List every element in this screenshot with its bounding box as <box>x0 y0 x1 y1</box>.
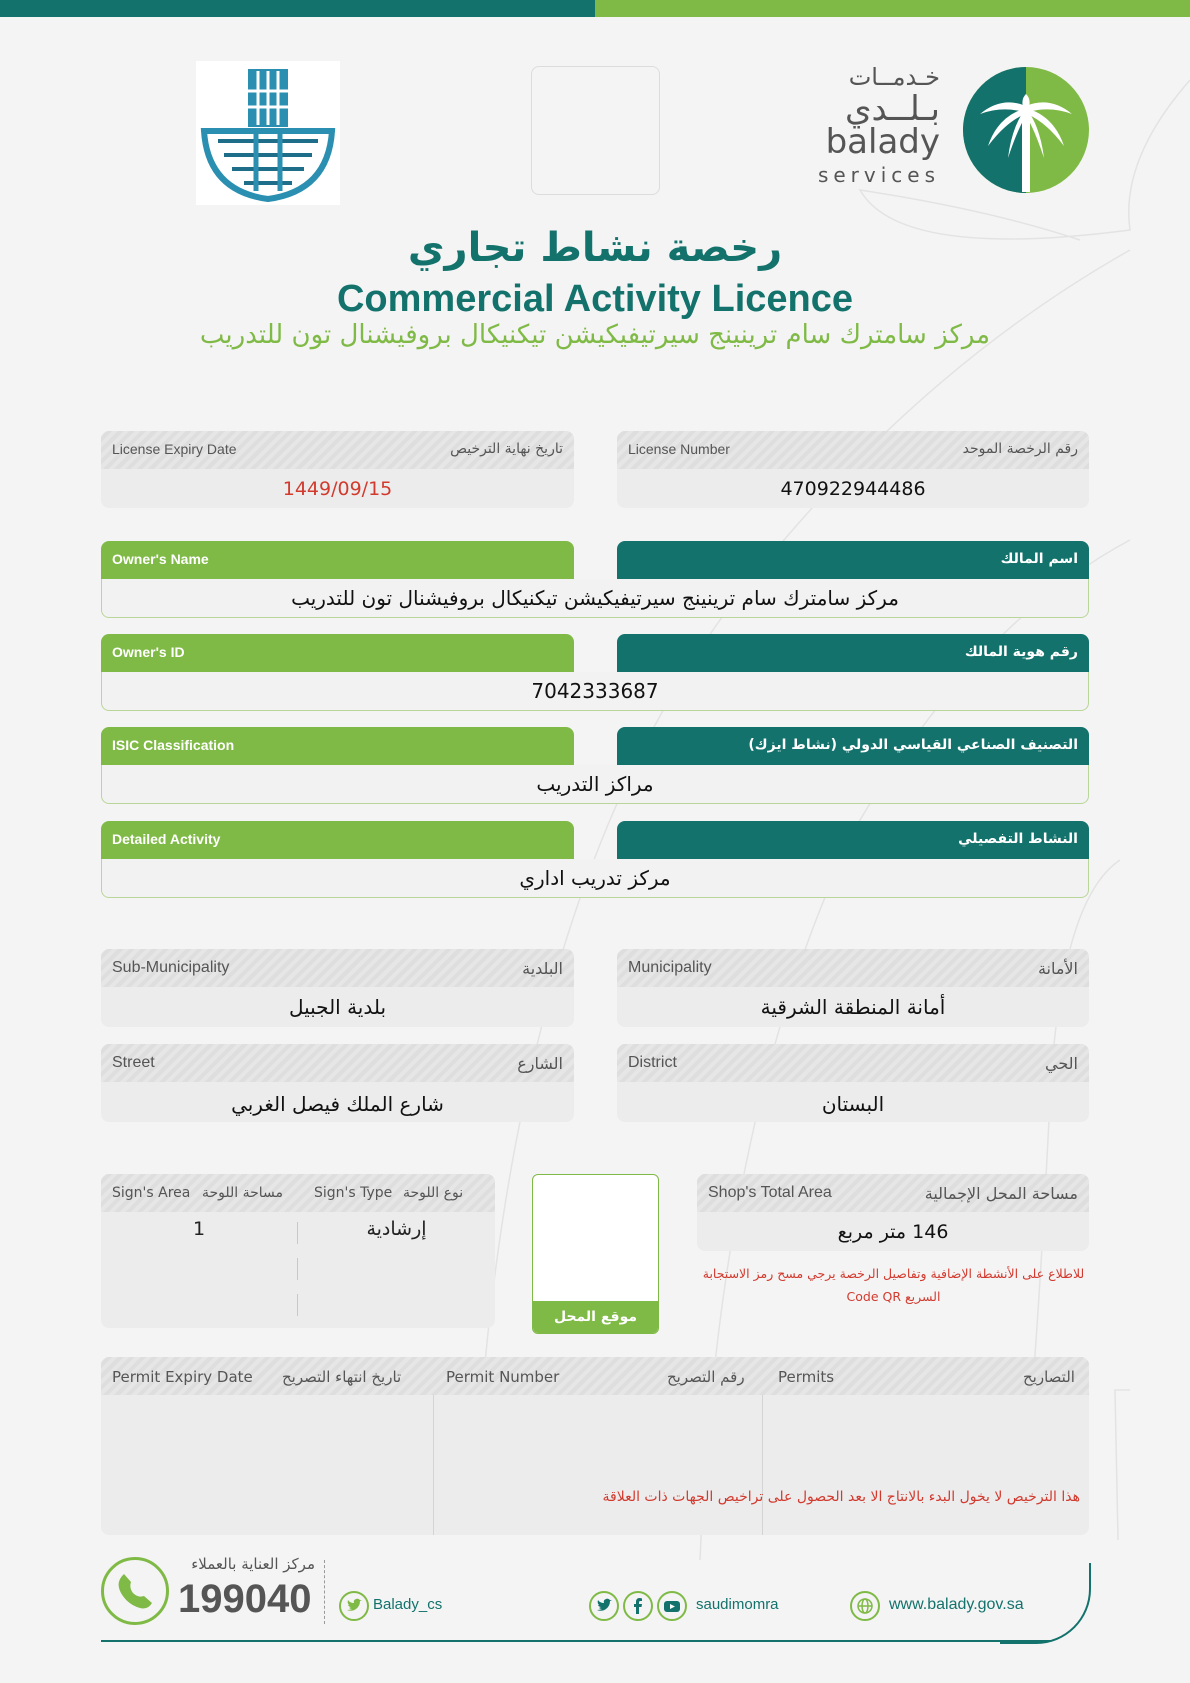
district-label-ar: الحي <box>1045 1054 1078 1073</box>
owner-id-value: 7042333687 <box>101 672 1089 711</box>
activity-label-en: Detailed Activity <box>112 831 221 847</box>
district-value: البستان <box>821 1092 885 1116</box>
sign-divider-1 <box>297 1222 298 1244</box>
permits-label-ar: التصاريح <box>1023 1368 1075 1386</box>
owner-name-header-ar <box>617 541 1089 579</box>
municipality-label-en: Municipality <box>628 959 712 976</box>
district-card <box>617 1044 1089 1122</box>
shop-location-qr <box>532 1174 659 1334</box>
customer-care-number: 199040 <box>178 1577 312 1621</box>
isic-label-en: ISIC Classification <box>112 737 235 753</box>
warning-text: هذا الترخيص لا يخول البدء بالانتاج الا بعد الحصول على تراخيص الجهات ذات العلاقة <box>602 1489 1080 1505</box>
municipality-header <box>617 949 1089 987</box>
permits-header <box>101 1357 1089 1395</box>
license-expiry-value: 1449/09/15 <box>282 478 393 500</box>
owner-name-value: مركز سامترك سام ترينينج سيرتيفيكيشن تيكنيكال بروفيشنال تون للتدريب <box>101 579 1089 618</box>
owner-name-label-en: Owner's Name <box>112 551 209 567</box>
permits-column-divider-1 <box>433 1395 434 1535</box>
municipality-value: أمانة المنطقة الشرقية <box>760 995 946 1019</box>
title-arabic: رخصة نشاط تجاري <box>407 225 783 271</box>
isic-header-ar <box>617 727 1089 765</box>
qr-note <box>697 1262 1090 1308</box>
globe-icon <box>850 1591 880 1621</box>
owner-name-header-en <box>101 541 574 579</box>
owner-id-label-en: Owner's ID <box>112 644 185 660</box>
license-number-label-en: License Number <box>628 441 730 457</box>
qr-note-line1: للاطلاع على الأنشطة الإضافية وتفاصيل الرخصة يرجي مسح رمز الاستجابة <box>702 1266 1085 1281</box>
municipality-logo <box>196 61 340 205</box>
isic-value: مراكز التدريب <box>101 765 1089 804</box>
shop-area-value: 146 متر مربع <box>837 1221 949 1243</box>
isic-header-en <box>101 727 574 765</box>
shop-area-label-ar: مساحة المحل الإجمالية <box>924 1184 1078 1203</box>
sign-area-label-en: Sign's Area <box>112 1185 191 1201</box>
isic-label-ar: التصنيف الصناعي القياسي الدولي (نشاط ايزك) <box>748 737 1078 753</box>
shop-area-card <box>697 1174 1089 1251</box>
street-card <box>101 1044 574 1122</box>
license-number-card <box>617 431 1089 508</box>
phone-icon <box>101 1557 169 1625</box>
street-header <box>101 1044 574 1082</box>
permit-expiry-label-en: Permit Expiry Date <box>112 1368 253 1386</box>
sign-area-value: 1 <box>192 1218 206 1240</box>
street-value: شارع الملك فيصل الغربي <box>231 1092 444 1116</box>
activity-label-ar: النشاط التفصيلي <box>958 831 1078 847</box>
district-label-en: District <box>628 1054 677 1071</box>
municipality-card <box>617 949 1089 1027</box>
balady-arabic-top: خـدمــات <box>848 63 940 91</box>
shop-location-label: موقع المحل <box>533 1301 658 1333</box>
title-english: Commercial Activity Licence <box>336 278 854 320</box>
shop-area-header <box>697 1174 1089 1212</box>
municipality-label-ar: الأمانة <box>1037 959 1078 978</box>
sub-municipality-card <box>101 949 574 1027</box>
street-label-ar: الشارع <box>517 1054 563 1073</box>
owner-id-header-en <box>101 634 574 672</box>
permit-number-label-ar: رقم التصريح <box>667 1368 745 1386</box>
sign-header <box>101 1174 495 1212</box>
sign-divider-2 <box>297 1258 298 1280</box>
social-handle-link[interactable]: saudimomra <box>696 1596 779 1613</box>
balady-english-wordmark: balady <box>825 122 940 162</box>
license-number-label-ar: رقم الرخصة الموحد <box>962 441 1078 457</box>
footer-separator <box>324 1560 325 1624</box>
permits-table <box>101 1357 1089 1535</box>
top-bar-teal <box>0 0 595 17</box>
website-link[interactable]: www.balady.gov.sa <box>889 1596 1024 1613</box>
twitter-icon[interactable] <box>339 1591 369 1621</box>
top-bar-green <box>595 0 1190 17</box>
qr-code-placeholder-top <box>531 66 660 195</box>
sub-municipality-label-en: Sub-Municipality <box>112 959 230 976</box>
sign-divider-3 <box>297 1294 298 1316</box>
sign-type-label-en: Sign's Type <box>314 1185 393 1201</box>
customer-care-label: مركز العناية بالعملاء <box>191 1555 315 1573</box>
balady-arabic-main: بـلــدي <box>844 89 940 129</box>
street-label-en: Street <box>112 1054 155 1071</box>
license-expiry-label-en: License Expiry Date <box>112 441 237 457</box>
sign-type-label-ar: نوع اللوحة <box>403 1185 464 1201</box>
sub-municipality-header <box>101 949 574 987</box>
permits-label-en: Permits <box>778 1368 835 1386</box>
shop-area-label-en: Shop's Total Area <box>708 1184 832 1201</box>
license-number-header <box>617 431 1089 469</box>
permit-number-label-en: Permit Number <box>446 1368 560 1386</box>
footer-curve <box>1000 1563 1091 1644</box>
sign-card <box>101 1174 495 1328</box>
qr-note-line2: السريع Code QR <box>846 1289 941 1304</box>
sub-municipality-value: بلدية الجبيل <box>288 995 387 1019</box>
sign-type-value: إرشادية <box>366 1218 427 1240</box>
title-subtitle: مركز سامترك سام ترينينج سيرتيفيكيشن تيكنيكال بروفيشنال تون للتدريب <box>199 320 991 350</box>
twitter-icon-2[interactable] <box>589 1591 619 1621</box>
activity-header-ar <box>617 821 1089 859</box>
youtube-icon[interactable] <box>657 1591 687 1621</box>
balady-palm-logo <box>962 66 1090 194</box>
license-expiry-card <box>101 431 574 508</box>
owner-id-header-ar <box>617 634 1089 672</box>
permits-column-divider-2 <box>762 1395 763 1535</box>
balady-services-wordmark: services <box>817 163 940 187</box>
footer-line <box>101 1640 1051 1642</box>
license-number-value: 470922944486 <box>780 478 926 500</box>
owner-name-label-ar: اسم المالك <box>1000 551 1078 567</box>
balady-arabic-wordmark <box>800 62 940 129</box>
facebook-icon[interactable] <box>623 1591 653 1621</box>
district-header <box>617 1044 1089 1082</box>
permit-expiry-label-ar: تاريخ انتهاء التصريح <box>282 1368 402 1386</box>
license-expiry-label-ar: تاريخ نهاية الترخيص <box>450 441 563 457</box>
activity-value: مركز تدريب اداري <box>101 859 1089 898</box>
twitter-handle-link[interactable]: Balady_cs <box>373 1596 443 1613</box>
sub-municipality-label-ar: البلدية <box>522 959 563 978</box>
sign-area-label-ar: مساحة اللوحة <box>202 1185 284 1201</box>
owner-id-label-ar: رقم هوية المالك <box>964 644 1078 660</box>
activity-header-en <box>101 821 574 859</box>
license-expiry-header <box>101 431 574 469</box>
